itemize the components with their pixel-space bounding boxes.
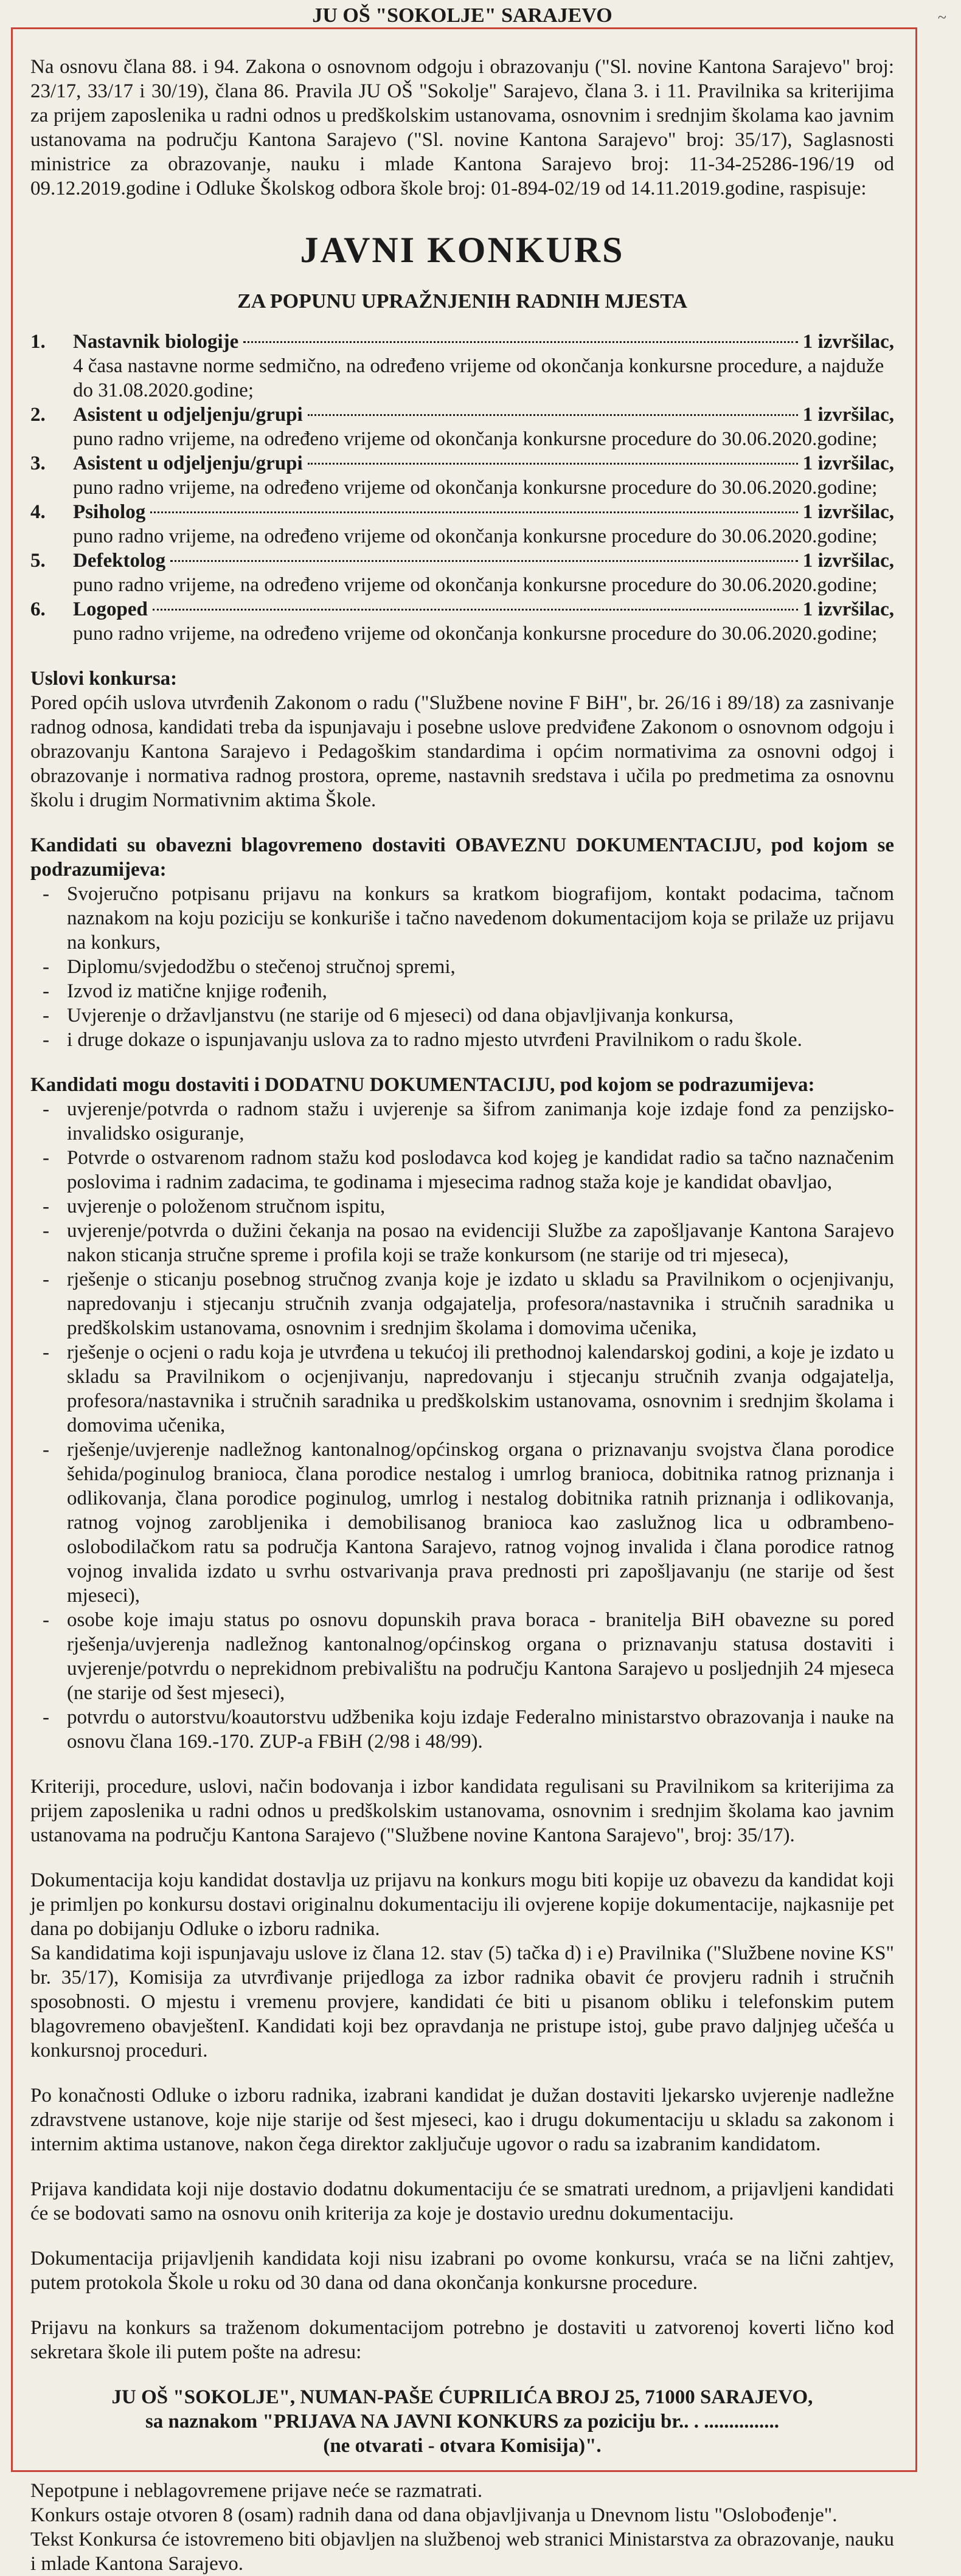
positions-list	[30, 330, 894, 646]
corner-mark: ~	[937, 9, 946, 26]
closing-line-3: Tekst Konkursa će istovremeno biti objavljen na službenoj web stranici Ministarstva za obrazovanje, nauku i mlade Kantona Sarajevo.	[30, 2529, 894, 2575]
closing-line-1: Nepotpune i neblagovremene prijave neće se razmatrati.	[30, 2480, 483, 2502]
position-count: 1 izvršilac,	[802, 550, 894, 572]
position-body	[73, 500, 894, 549]
dash-bullet: -	[43, 1609, 49, 1631]
list-item	[30, 1194, 894, 1219]
documentation-return-paragraph: Dokumentacija prijavljenih kandidata koji nisu izabrani po ovome konkursu, vraća se na lični zahtjev, putem protokola Škole u roku od 30 dana od dana okončanja konkursne procedure.	[30, 2248, 894, 2294]
conditions-section	[30, 667, 894, 812]
school-header: JU OŠ "SOKOLJE" SARAJEVO	[312, 4, 612, 27]
dot-leader	[150, 511, 798, 513]
submission-paragraph: Prijavu na konkurs sa traženom dokumentacijom potrebno je dostaviti u zatvorenoj koverti lično kod sekretara škole ili putem pošte na adresu:	[30, 2317, 894, 2363]
list-item-text: Svojeručno potpisanu prijavu na konkurs sa kratkom biografijom, kontakt podacima, tačnom naznakom na koju poziciju se konkuriše i tačno navedenom dokumentacijom koja se prilaže uz prijavu na konkurs,	[67, 883, 894, 954]
dash-bullet: -	[43, 956, 49, 978]
dot-leader	[308, 463, 798, 465]
position-number: 6.	[30, 598, 46, 620]
additional-docs-section	[30, 1073, 894, 1754]
mandatory-docs-section	[30, 833, 894, 1052]
position-body	[73, 597, 894, 646]
address-line-1: JU OŠ "SOKOLJE", NUMAN-PAŠE ĆUPRILIĆA BROJ 25, 71000 SARAJEVO,	[111, 2386, 813, 2408]
list-item	[30, 1097, 894, 1146]
position-title: Asistent u odjeljenju/grupi	[73, 404, 303, 426]
position-body	[73, 549, 894, 597]
dash-bullet: -	[43, 883, 49, 905]
position-description: puno radno vrijeme, na određeno vrijeme od okončanja konkursne procedure do 30.06.2020.godine;	[73, 623, 878, 645]
list-item	[30, 1219, 894, 1267]
conditions-title: Uslovi konkursa:	[30, 668, 178, 690]
commission-paragraph: Sa kandidatima koji ispunjavaju uslove iz člana 12. stav (5) tačka d) i e) Pravilnika ("Službene novine KS" br. 35/17), Komisija za utvrđivanje prijedloga za izbor radnika obavit će provjeru radnih i stručnih sposobnosti. O mjestu i vremenu provjere, kandidati će biti u pisanom obliku i telefonskim putem blagovremeno obavještenI. Kandidati koji bez opravdanja ne pristupe istoj, gube pravo daljnjeg učešća u konkursnoj proceduri.	[30, 1942, 894, 2062]
list-item	[30, 1267, 894, 1340]
list-item-text: i druge dokaze o ispunjavanju uslova za to radno mjesto utvrđeni Pravilnikom o radu škole.	[67, 1029, 802, 1051]
position-title: Psiholog	[73, 501, 146, 523]
list-item	[30, 882, 894, 955]
dash-bullet: -	[43, 1029, 49, 1051]
submission-address	[30, 2385, 894, 2458]
final-decision-paragraph: Po konačnosti Odluke o izboru radnika, izabrani kandidat je dužan dostaviti ljekarsko uvjerenje nadležne zdravstvene ustanove, koje nije starije od šest mjeseci, kao i drugu dokumentaciju u skladu sa zakonom i internim aktima ustanove, nakon čega direktor zaključuje ugovor o radu sa izabranim kandidatom.	[30, 2085, 894, 2155]
list-item-text: Izvod iz matične knjige rođenih,	[67, 980, 327, 1002]
position-number: 2.	[30, 404, 46, 426]
mandatory-docs-list	[30, 882, 894, 1052]
position-item	[30, 500, 894, 549]
position-count: 1 izvršilac,	[802, 331, 894, 353]
dash-bullet: -	[43, 1196, 49, 1217]
address-line-3: (ne otvarati - otvara Komisija)".	[323, 2435, 602, 2457]
position-title: Defektolog	[73, 550, 166, 572]
position-title: Asistent u odjeljenju/grupi	[73, 452, 303, 474]
list-item	[30, 1438, 894, 1608]
position-description: puno radno vrijeme, na određeno vrijeme od okončanja konkursne procedure do 30.06.2020.godine;	[73, 477, 878, 499]
orderly-application-paragraph: Prijava kandidata koji nije dostavio dodatnu dokumentaciju će se smatrati urednom, a prijavljeni kandidati će se bodovati samo na osnovu onih kriterija za koje je dostavio urednu dokumentaciju.	[30, 2178, 894, 2225]
list-item-text: rješenje o ocjeni o radu koja je utvrđena u tekućoj ili prethodnoj kalendarskoj godini, a koje je izdato u skladu sa Pravilnikom o ocjenjivanju, napredovanju i stjecanju stručnih zvanja odgajatelja, profesora/nastavnika i stručnih saradnika u predškolskim ustanovama, osnovnim i srednjim školama i domovima učenika,	[67, 1342, 894, 1436]
position-count: 1 izvršilac,	[802, 452, 894, 474]
criteria-paragraph: Kriteriji, procedure, uslovi, način bodovanja i izbor kandidata regulisani su Pravilnikom sa kriterijima za prijem zaposlenika u radni odnos u predškolskim ustanovama, osnovnim i srednjim školama kao javnim ustanovama na području Kantona Sarajevo ("Službene novine Kantona Sarajevo", broj: 35/17).	[30, 1776, 894, 1846]
dot-leader	[308, 414, 798, 416]
position-title: Logoped	[73, 598, 148, 620]
position-heading	[73, 451, 894, 476]
position-body	[73, 451, 894, 500]
position-item	[30, 330, 894, 403]
list-item-text: uvjerenje/potvrda o dužini čekanja na posao na evidenciji Službe za zapošljavanje Kantona Sarajevo nakon sticanja stručne spreme i profila koji se traže konkursom (ne starije od tri mjeseca),	[67, 1220, 894, 1266]
announcement-title: JAVNI KONKURS	[300, 230, 625, 270]
position-heading	[73, 500, 894, 524]
closing-line-2: Konkurs ostaje otvoren 8 (osam) radnih dana od dana objavljivanja u Dnevnom listu "Oslobođenje".	[30, 2504, 838, 2526]
list-item	[30, 955, 894, 979]
announcement-subtitle: ZA POPUNU UPRAŽNJENIH RADNIH MJESTA	[237, 290, 687, 313]
list-item-text: osobe koje imaju status po osnovu dopunskih prava boraca - branitelja BiH obavezne su pored rješenja/uvjerenja nadležnog kantonalnog/općinskog organa o priznavanju statusa dostaviti i uvjerenje/potvrdu o neprekidnom prebivalištu na području Kantona Sarajevo u posljednjih 24 mjeseca (ne starije od šest mjeseci),	[67, 1609, 894, 1704]
position-number: 5.	[30, 550, 46, 572]
list-item	[30, 1003, 894, 1028]
position-number: 1.	[30, 331, 46, 353]
position-count: 1 izvršilac,	[802, 598, 894, 620]
list-item-text: Diplomu/svjedodžbu o stečenoj stručnoj spremi,	[67, 956, 456, 978]
conditions-text: Pored općih uslova utvrđenih Zakonom o radu ("Službene novine F BiH", br. 26/16 i 89/18) za zasnivanje radnog odnosa, kandidati treba da ispunjavaju i posebne uslove predviđene Zakonom o osnovnom odgoju i obrazovanju Kantona Sarajevo i Pedagoškim standardima i općim normativima za osnovni odgoj i obrazovanje i normativa radnog prostora, opreme, nastavnih sredstava i učila po predmetima za osnovnu školu i drugim Normativnim aktima Škole.	[30, 692, 894, 811]
position-item	[30, 451, 894, 500]
position-description: puno radno vrijeme, na određeno vrijeme od okončanja konkursne procedure do 30.06.2020.godine;	[73, 428, 878, 450]
position-body	[73, 403, 894, 451]
position-body	[73, 330, 894, 403]
list-item-text: Uvjerenje o državljanstvu (ne starije od 6 mjeseci) od dana objavljivanja konkursa,	[67, 1005, 734, 1027]
position-count: 1 izvršilac,	[802, 501, 894, 523]
position-item	[30, 403, 894, 451]
position-title: Nastavnik biologije	[73, 331, 239, 353]
position-number: 3.	[30, 452, 46, 474]
list-item	[30, 1146, 894, 1194]
dash-bullet: -	[43, 1269, 49, 1290]
list-item	[30, 1340, 894, 1438]
dash-bullet: -	[43, 1098, 49, 1120]
position-item	[30, 597, 894, 646]
list-item-text: rješenje o sticanju posebnog stručnog zvanja koje je izdato u skladu sa Pravilnikom o ocjenjivanju, napredovanju i stjecanju stručnih zvanja odgajatelja, profesora/nastavnika i stručnih saradnika u predškolskim ustanovama, osnovnim i srednjim školama i domovima učenika,	[67, 1269, 894, 1339]
position-count: 1 izvršilac,	[802, 404, 894, 426]
dash-bullet: -	[43, 1005, 49, 1027]
list-item	[30, 1705, 894, 1754]
additional-docs-list	[30, 1097, 894, 1754]
dash-bullet: -	[43, 1439, 49, 1461]
position-description: puno radno vrijeme, na određeno vrijeme od okončanja konkursne procedure do 30.06.2020.godine;	[73, 574, 878, 596]
dash-bullet: -	[43, 1220, 49, 1242]
additional-docs-title: Kandidati mogu dostaviti i DODATNU DOKUMENTACIJU, pod kojom se podrazumijeva:	[30, 1074, 815, 1096]
list-item-text: potvrdu o autorstvu/koautorstvu udžbenika koju izdaje Federalno ministarstvo obrazovanja i nauke na osnovu člana 169.-170. ZUP-a FBiH (2/98 i 48/99).	[67, 1706, 894, 1753]
list-item-text: Potvrde o ostvarenom radnom stažu kod poslodavca kod kojeg je kandidat radio sa tačno naznačenim poslovima i radnim zadacima, te godinama i mjesecima radnog staža koje je kandidat obavljao,	[67, 1147, 894, 1193]
dash-bullet: -	[43, 1342, 49, 1363]
documentation-paragraph: Dokumentacija koju kandidat dostavlja uz prijavu na konkurs mogu biti kopije uz obavezu da kandidat koji je primljen po konkursu dostavi originalnu dokumentaciju ili ovjerene kopije dokumentacije, najkasnije pet dana po dobijanju Odluke o izboru radnika.	[30, 1869, 894, 1940]
list-item-text: uvjerenje o položenom stručnom ispitu,	[67, 1196, 386, 1217]
announcement-content	[30, 0, 894, 2576]
position-heading	[73, 549, 894, 573]
mandatory-docs-title: Kandidati su obavezni blagovremeno dostaviti OBAVEZNU DOKUMENTACIJU, pod kojom se podrazumijeva:	[30, 834, 894, 881]
list-item	[30, 1608, 894, 1705]
dash-bullet: -	[43, 1706, 49, 1728]
dot-leader	[170, 560, 798, 562]
dot-leader	[243, 341, 797, 343]
list-item	[30, 979, 894, 1003]
list-item-text: rješenje/uvjerenje nadležnog kantonalnog/općinskog organa o priznavanju svojstva člana porodice šehida/poginulog branioca, člana porodice nestalog i umrlog branioca, dobitnika ratnog priznanja i odlikovanja, člana porodice poginulog, umrlog i nestalog dobitnika ratnih priznanja i odlikovanja, ratnog vojnog zarobljenika i demobilisanog branioca kao zaslužnog lica u odbrambeno-oslobodilačkom ratu sa područja Kantona Sarajevo, ratnog vojnog invalida i člana porodice ratnog vojnog invalida izdato u svrhu ostvarivanja prava prednosti pri zapošljavanju (ne starije od šest mjeseci),	[67, 1439, 894, 1607]
dash-bullet: -	[43, 1147, 49, 1169]
position-heading	[73, 403, 894, 427]
address-line-2: sa naznakom "PRIJAVA NA JAVNI KONKURS za poziciju br.. . ...............	[145, 2411, 780, 2432]
dot-leader	[153, 609, 798, 611]
intro-paragraph: Na osnovu člana 88. i 94. Zakona o osnovnom odgoju i obrazovanju ("Sl. novine Kantona Sarajevo" broj: 23/17, 33/17 i 30/19), člana 86. Pravila JU OŠ "Sokolje" Sarajevo, člana 3. i 11. Pravilnika sa kriterijima za prijem zaposlenika u radni odnos u predškolskim ustanovama, osnovnim i srednjim školama kao javnim ustanovama na području Kantona Sarajevo ("Sl. novine Kantona Sarajevo" broj: 35/17), Saglasnosti ministrice za obrazovanje, nauku i mlade Kantona Sarajevo broj: 11-34-25286-196/19 od 09.12.2019.godine i Odluke Školskog odbora škole broj: 01-894-02/19 od 14.11.2019.godine, raspisuje:	[30, 56, 894, 199]
list-item-text: uvjerenje/potvrda o radnom stažu i uvjerenje sa šifrom zanimanja koje izdaje fond za penzijsko-invalidsko osiguranje,	[67, 1098, 894, 1144]
position-description: puno radno vrijeme, na određeno vrijeme od okončanja konkursne procedure do 30.06.2020.godine;	[73, 525, 878, 547]
position-heading	[73, 330, 894, 354]
closing-notes	[30, 2479, 894, 2576]
position-number: 4.	[30, 501, 46, 523]
position-heading	[73, 597, 894, 621]
dash-bullet: -	[43, 980, 49, 1002]
position-description: 4 časa nastavne norme sedmično, na određeno vrijeme od okončanja konkursne procedure, a najduže do 31.08.2020.godine;	[73, 355, 884, 401]
position-item	[30, 549, 894, 597]
list-item	[30, 1028, 894, 1052]
